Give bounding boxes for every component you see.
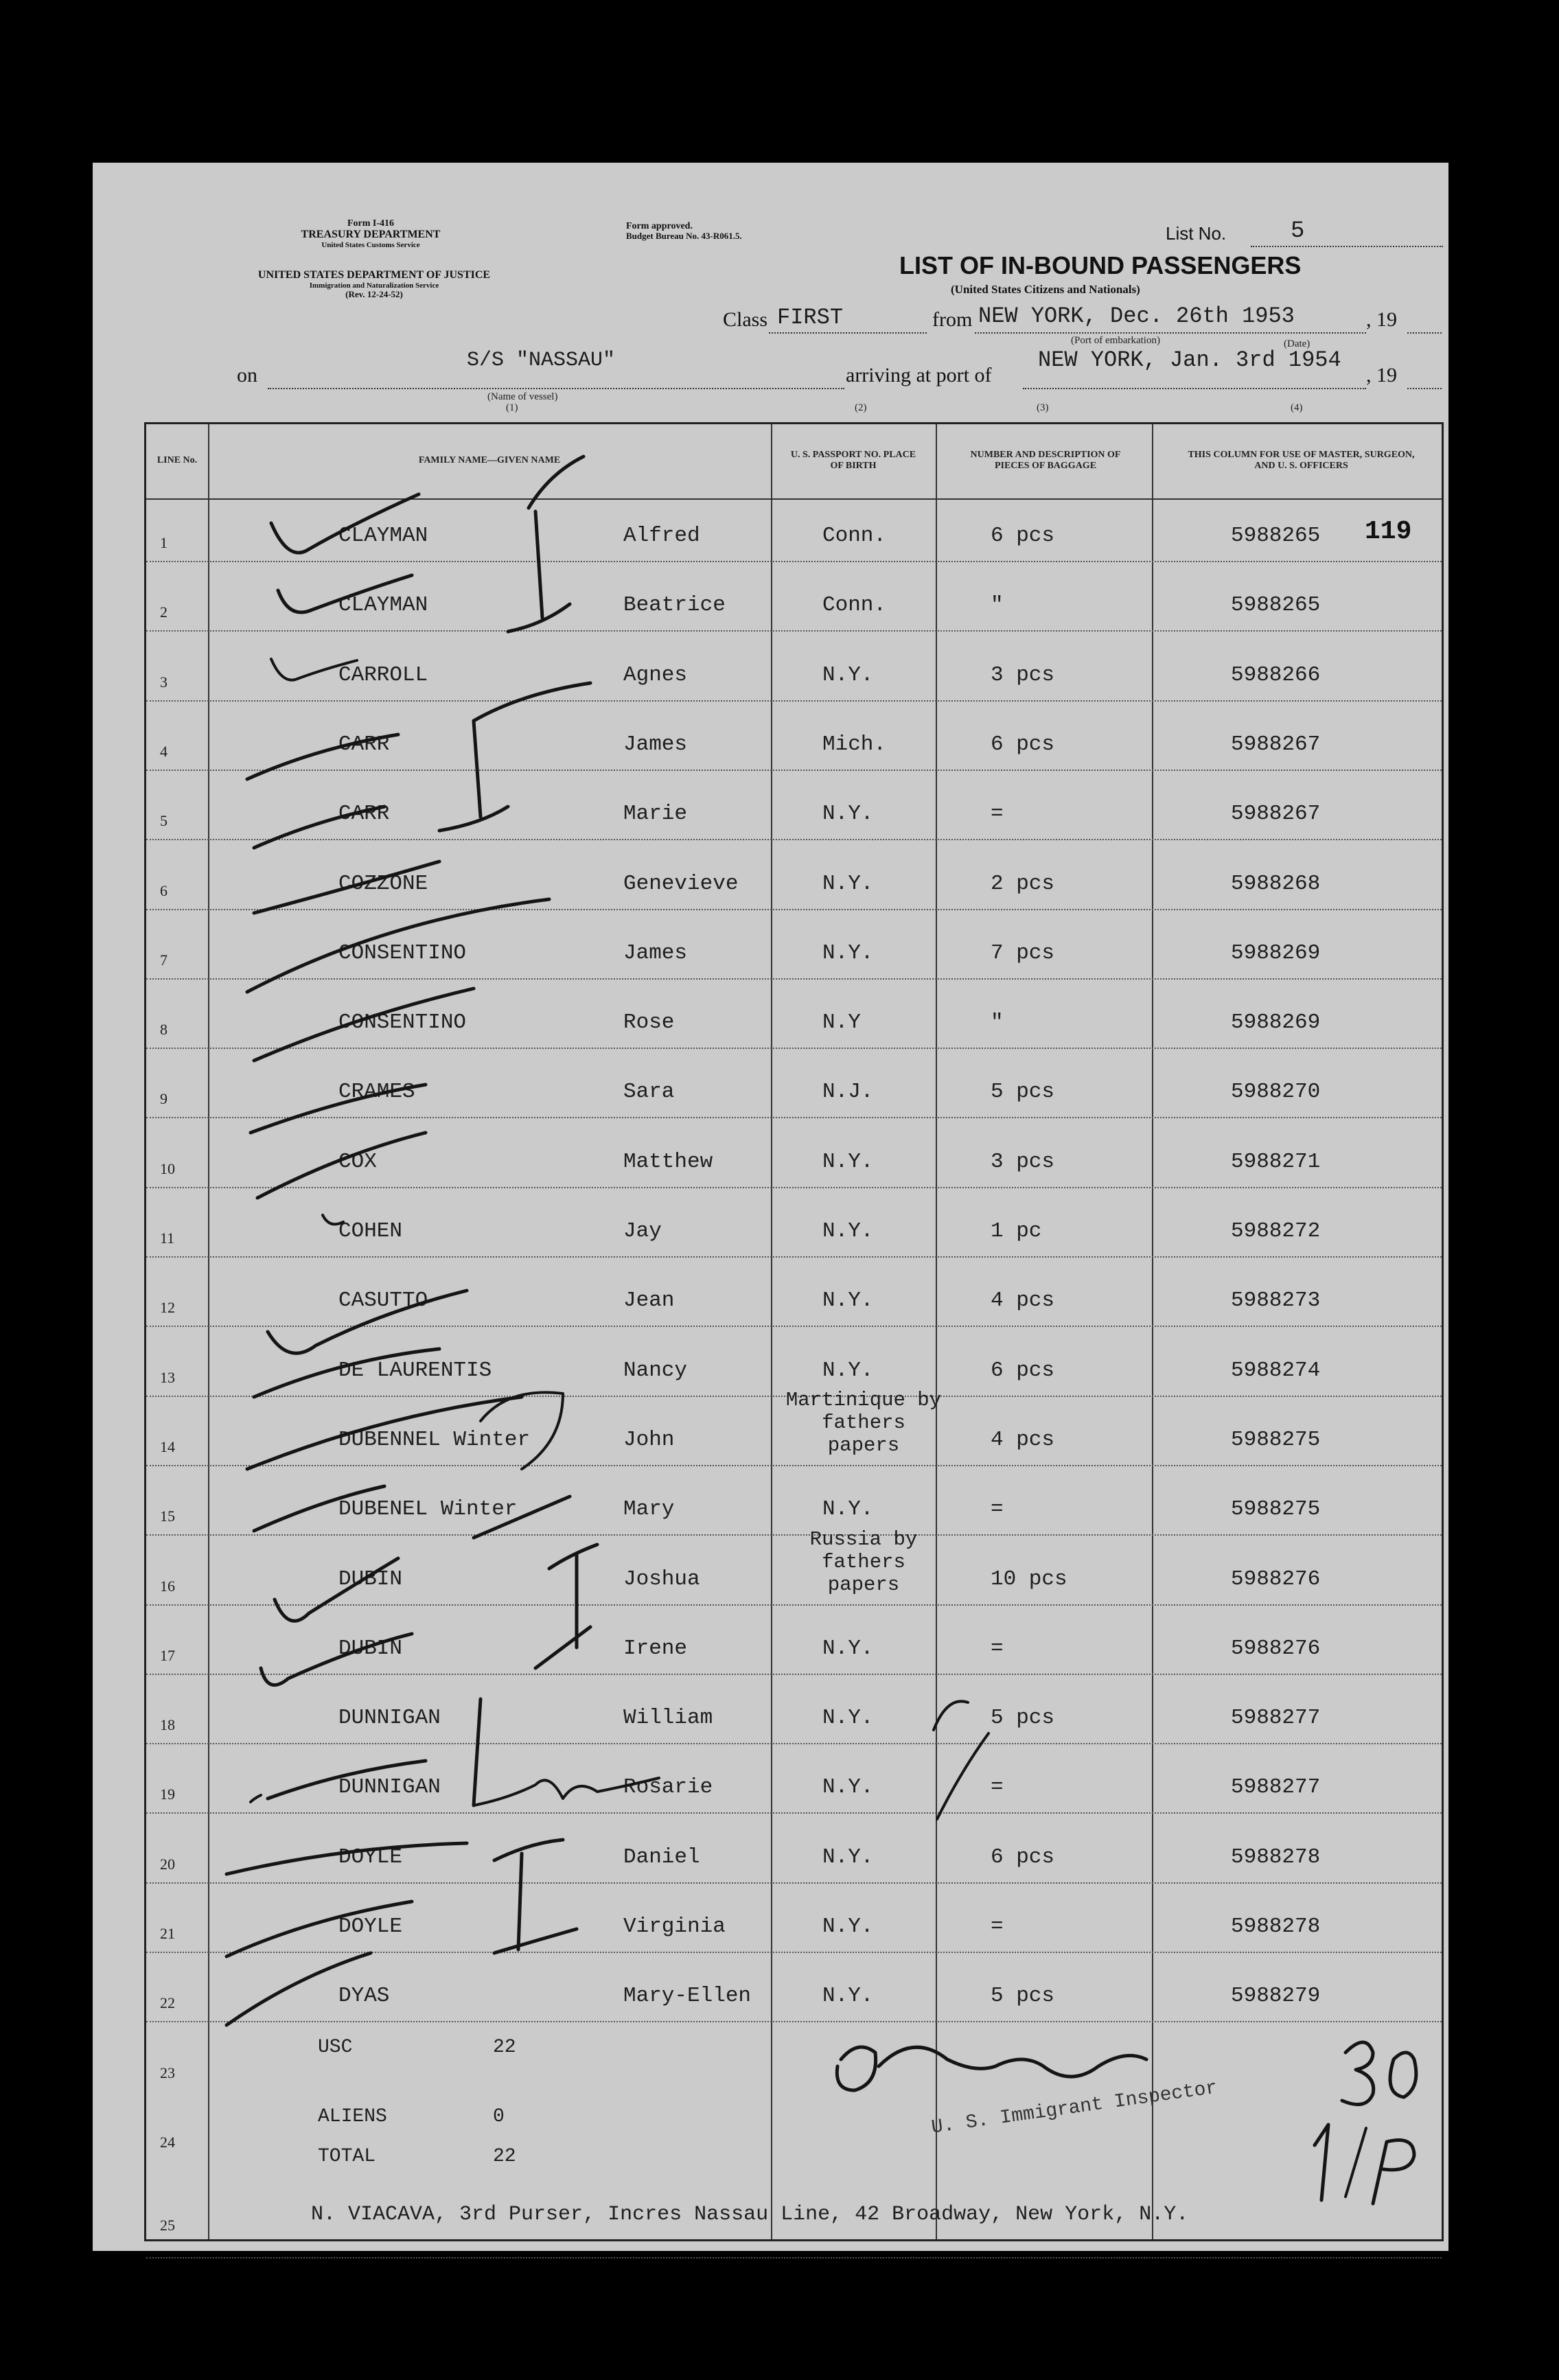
family-name: DUBIN [338, 1636, 403, 1661]
officer-number: 5988276 [1231, 1567, 1321, 1591]
place-of-birth: N.Y. [822, 1358, 874, 1383]
from-value: NEW YORK, Dec. 26th 1953 [978, 303, 1295, 329]
row-rule [146, 2257, 1442, 2258]
table-row [146, 702, 1442, 771]
form-header-doj [230, 269, 518, 299]
baggage: 3 pcs [991, 1149, 1055, 1174]
baggage: 4 pcs [991, 1427, 1055, 1452]
baggage: 1 pc [991, 1219, 1042, 1243]
summary-value: 0 [493, 2105, 505, 2127]
vessel-caption: (Name of vessel) [487, 391, 558, 402]
class-underline [769, 332, 927, 334]
family-name: DUBIN [338, 1567, 403, 1591]
officer-number: 5988267 [1231, 732, 1321, 756]
place-of-birth: N.Y. [822, 1219, 874, 1243]
col-number-3: (3) [1037, 402, 1049, 413]
col-number-1: (1) [506, 402, 518, 413]
form-approved-block [626, 221, 742, 242]
baggage: 6 pcs [991, 1845, 1055, 1869]
place-of-birth: Russia by fathers papers [809, 1527, 918, 1596]
vessel-value: S/S "NASSAU" [467, 349, 616, 372]
officer-number: 5988268 [1231, 871, 1321, 896]
place-of-birth: N.Y. [822, 1845, 874, 1869]
family-name: CLAYMAN [338, 593, 428, 618]
line-number: 12 [160, 1299, 175, 1317]
table-row [146, 1119, 1442, 1188]
table-row [146, 1527, 1442, 1606]
baggage: 5 pcs [991, 1706, 1055, 1731]
arriving-value: NEW YORK, Jan. 3rd 1954 [1038, 347, 1341, 373]
officer-number: 5988278 [1231, 1845, 1321, 1869]
line-number: 22 [160, 1994, 175, 2012]
officer-number: 5988269 [1231, 1010, 1321, 1035]
summary-value: 22 [493, 2145, 516, 2167]
table-row [146, 1675, 1442, 1744]
place-of-birth: N.Y [822, 1010, 861, 1035]
table-row [146, 841, 1442, 910]
line-number: 11 [160, 1229, 175, 1247]
family-name: COZZONE [338, 871, 428, 896]
family-name: CARR [338, 802, 390, 827]
officer-number: 5988269 [1231, 940, 1321, 965]
place-of-birth: Conn. [822, 593, 887, 618]
place-of-birth: N.Y. [822, 1775, 874, 1800]
given-name: James [623, 732, 688, 756]
line-number: 4 [160, 742, 168, 760]
given-name: Virginia [623, 1915, 726, 1939]
given-name: Genevieve [623, 871, 739, 896]
baggage: 6 pcs [991, 524, 1055, 548]
line-number: 10 [160, 1159, 175, 1177]
form-approved: Form approved. [626, 221, 693, 231]
line-number: 14 [160, 1437, 175, 1455]
place-of-birth: N.Y. [822, 1984, 874, 2009]
given-name: Jean [623, 1289, 675, 1313]
port-caption: (Port of embarkation) [1071, 335, 1160, 346]
line-number: 6 [160, 881, 168, 899]
given-name: Agnes [623, 662, 688, 687]
class-value: FIRST [777, 305, 844, 330]
officer-number: 5988275 [1231, 1497, 1321, 1522]
table-row [146, 2023, 1442, 2092]
family-name: COHEN [338, 1219, 403, 1243]
from-underline [975, 332, 1366, 334]
table-row [146, 1466, 1442, 1536]
page-title: LIST OF IN-BOUND PASSENGERS [899, 251, 1302, 279]
baggage: " [991, 593, 1004, 618]
given-name: Rose [623, 1010, 675, 1035]
from-label: from [932, 308, 973, 331]
baggage: = [991, 802, 1004, 827]
revision-label: (Rev. 12-24-52) [345, 288, 403, 299]
baggage: 10 pcs [991, 1567, 1067, 1591]
page-subtitle: (United States Citizens and Nationals) [951, 283, 1140, 296]
table-row [146, 1884, 1442, 1953]
summary-label: TOTAL [318, 2145, 376, 2167]
arriving-underline [1023, 388, 1366, 389]
line-number: 25 [160, 2217, 175, 2234]
family-name: CARR [338, 732, 390, 756]
col-header-officers: THIS COLUMN FOR USE OF MASTER, SURGEON, AND U. S. OFFICERS [1188, 449, 1415, 471]
line-number: 23 [160, 2064, 175, 2081]
table-row [146, 1388, 1442, 1466]
place-of-birth: N.Y. [822, 871, 874, 896]
officer-number: 5988279 [1231, 1984, 1321, 2009]
col-header-baggage: NUMBER AND DESCRIPTION OF PIECES OF BAGGAGE [970, 449, 1121, 471]
given-name: Daniel [623, 1845, 700, 1869]
table-row [146, 771, 1442, 840]
doj-label: UNITED STATES DEPARTMENT OF JUSTICE [257, 269, 491, 281]
year-underline-1 [1407, 332, 1442, 334]
col-header-passport: U. S. PASSPORT NO. PLACE OF BIRTH [790, 449, 916, 471]
baggage: = [991, 1636, 1004, 1661]
officer-number: 5988266 [1231, 662, 1321, 687]
family-name: DUBENNEL Winter [338, 1427, 531, 1452]
place-of-birth: N.Y. [822, 1636, 874, 1661]
baggage: 5 pcs [991, 1984, 1055, 2009]
line-number: 7 [160, 951, 168, 969]
officer-number: 5988265 [1231, 593, 1321, 618]
table-row [146, 1049, 1442, 1118]
budget-bureau: Budget Bureau No. 43-R061.5. [626, 231, 742, 242]
given-name: Jay [623, 1219, 662, 1243]
date-caption: (Date) [1284, 338, 1310, 349]
officer-number: 5988276 [1231, 1636, 1321, 1661]
vessel-underline [268, 388, 844, 389]
line-number: 2 [160, 603, 168, 621]
line-number: 8 [160, 1021, 168, 1039]
ins-label: Immigration and Naturalization Service [309, 281, 439, 290]
officer-number: 5988272 [1231, 1219, 1321, 1243]
on-label: on [237, 364, 257, 386]
place-of-birth: N.Y. [822, 1706, 874, 1731]
table-row [146, 632, 1442, 702]
place-of-birth: N.Y. [822, 662, 874, 687]
place-of-birth: N.Y. [822, 940, 874, 965]
given-name: Marie [623, 802, 688, 827]
baggage: 7 pcs [991, 940, 1055, 965]
officer-number: 5988274 [1231, 1358, 1321, 1383]
place-of-birth: Mich. [822, 732, 887, 756]
officer-number: 5988265 [1231, 524, 1321, 548]
officer-number: 5988267 [1231, 802, 1321, 827]
given-name: Mary-Ellen [623, 1984, 752, 2009]
officer-number: 5988275 [1231, 1427, 1321, 1452]
list-no-value: 5 [1291, 218, 1305, 244]
line-number: 20 [160, 1855, 175, 1873]
baggage: 3 pcs [991, 662, 1055, 687]
given-name: Beatrice [623, 593, 726, 618]
line-number: 17 [160, 1646, 175, 1664]
family-name: DYAS [338, 1984, 390, 2009]
family-name: CASUTTO [338, 1289, 428, 1313]
table-row [146, 980, 1442, 1049]
family-name: CONSENTINO [338, 940, 467, 965]
class-label: Class [723, 308, 768, 331]
family-name: COX [338, 1149, 377, 1174]
baggage: 5 pcs [991, 1080, 1055, 1105]
family-name: DE LAURENTIS [338, 1358, 492, 1383]
given-name: Joshua [623, 1567, 700, 1591]
baggage: " [991, 1010, 1004, 1035]
form-header-left [227, 218, 515, 249]
place-of-birth: N.J. [822, 1080, 874, 1105]
line-number: 3 [160, 673, 168, 691]
baggage: 6 pcs [991, 1358, 1055, 1383]
family-name: DUBENEL Winter [338, 1497, 518, 1522]
line-number: 19 [160, 1786, 175, 1803]
family-name: DUNNIGAN [338, 1706, 441, 1731]
baggage: 6 pcs [991, 732, 1055, 756]
table-row [146, 1258, 1442, 1327]
table-row [146, 493, 1442, 562]
officer-number: 5988271 [1231, 1149, 1321, 1174]
place-of-birth: Conn. [822, 524, 887, 548]
treasury-dept: TREASURY DEPARTMENT [301, 229, 441, 241]
table-row [146, 910, 1442, 980]
given-name: John [623, 1427, 675, 1452]
given-name: Nancy [623, 1358, 688, 1383]
family-name: CARROLL [338, 662, 428, 687]
family-name: CLAYMAN [338, 524, 428, 548]
line-number: 5 [160, 812, 168, 830]
line-number: 21 [160, 1925, 175, 1942]
table-row [146, 1814, 1442, 1884]
family-name: DOYLE [338, 1915, 403, 1939]
summary-label: USC [318, 2036, 353, 2058]
line-number: 16 [160, 1577, 175, 1595]
baggage: = [991, 1775, 1004, 1800]
table-row [146, 1606, 1442, 1675]
place-of-birth: N.Y. [822, 802, 874, 827]
given-name: James [623, 940, 688, 965]
col-number-2: (2) [855, 402, 867, 413]
table-row [146, 1953, 1442, 2022]
family-name: DUNNIGAN [338, 1775, 441, 1800]
baggage: 2 pcs [991, 871, 1055, 896]
baggage: = [991, 1497, 1004, 1522]
given-name: William [623, 1706, 713, 1731]
year-suffix-1: , 19 [1366, 308, 1397, 331]
family-name: CRAMES [338, 1080, 415, 1105]
list-no-label: List No. [1166, 223, 1227, 244]
line-number: 24 [160, 2133, 175, 2151]
line-number: 15 [160, 1507, 175, 1525]
table-row [146, 1188, 1442, 1258]
year-underline-2 [1407, 388, 1442, 389]
officer-number: 5988278 [1231, 1915, 1321, 1939]
place-of-birth: N.Y. [822, 1149, 874, 1174]
given-name: Matthew [623, 1149, 713, 1174]
col-header-line: LINE No. [157, 454, 198, 465]
given-name: Alfred [623, 524, 700, 548]
table-row [146, 2189, 1442, 2258]
passenger-table [144, 422, 1444, 2241]
place-of-birth: Martinique by fathers papers [785, 1388, 942, 1457]
line-number: 1 [160, 534, 168, 551]
table-row [146, 1328, 1442, 1397]
col-number-4: (4) [1291, 402, 1303, 413]
given-name: Rosarie [623, 1775, 713, 1800]
list-no-underline [1251, 246, 1443, 247]
given-name: Sara [623, 1080, 675, 1105]
family-name: CONSENTINO [338, 1010, 467, 1035]
summary-value: 22 [493, 2036, 516, 2058]
officer-extra: 119 [1365, 517, 1412, 546]
place-of-birth: N.Y. [822, 1915, 874, 1939]
given-name: Mary [623, 1497, 675, 1522]
year-suffix-2: , 19 [1366, 364, 1397, 386]
table-row [146, 562, 1442, 632]
place-of-birth: N.Y. [822, 1289, 874, 1313]
col-header-name: FAMILY NAME—GIVEN NAME [418, 454, 561, 465]
purser-note: N. VIACAVA, 3rd Purser, Incres Nassau Line, 42 Broadway, New York, N.Y. [311, 2203, 1189, 2227]
arriving-label: arriving at port of [846, 364, 992, 386]
officer-number: 5988277 [1231, 1706, 1321, 1731]
given-name: Irene [623, 1636, 688, 1661]
line-number: 18 [160, 1716, 175, 1734]
place-of-birth: N.Y. [822, 1497, 874, 1522]
officer-number: 5988273 [1231, 1289, 1321, 1313]
baggage: = [991, 1915, 1004, 1939]
table-row [146, 1744, 1442, 1814]
summary-label: ALIENS [318, 2105, 387, 2127]
customs-service: United States Customs Service [321, 240, 420, 249]
baggage: 4 pcs [991, 1289, 1055, 1313]
officer-number: 5988277 [1231, 1775, 1321, 1800]
form-number: Form I-416 [347, 218, 395, 229]
officer-number: 5988270 [1231, 1080, 1321, 1105]
line-number: 9 [160, 1090, 168, 1108]
inspector-stamp: U. S. Immigrant Inspector [930, 2077, 1219, 2139]
family-name: DOYLE [338, 1845, 403, 1869]
line-number: 13 [160, 1368, 175, 1386]
